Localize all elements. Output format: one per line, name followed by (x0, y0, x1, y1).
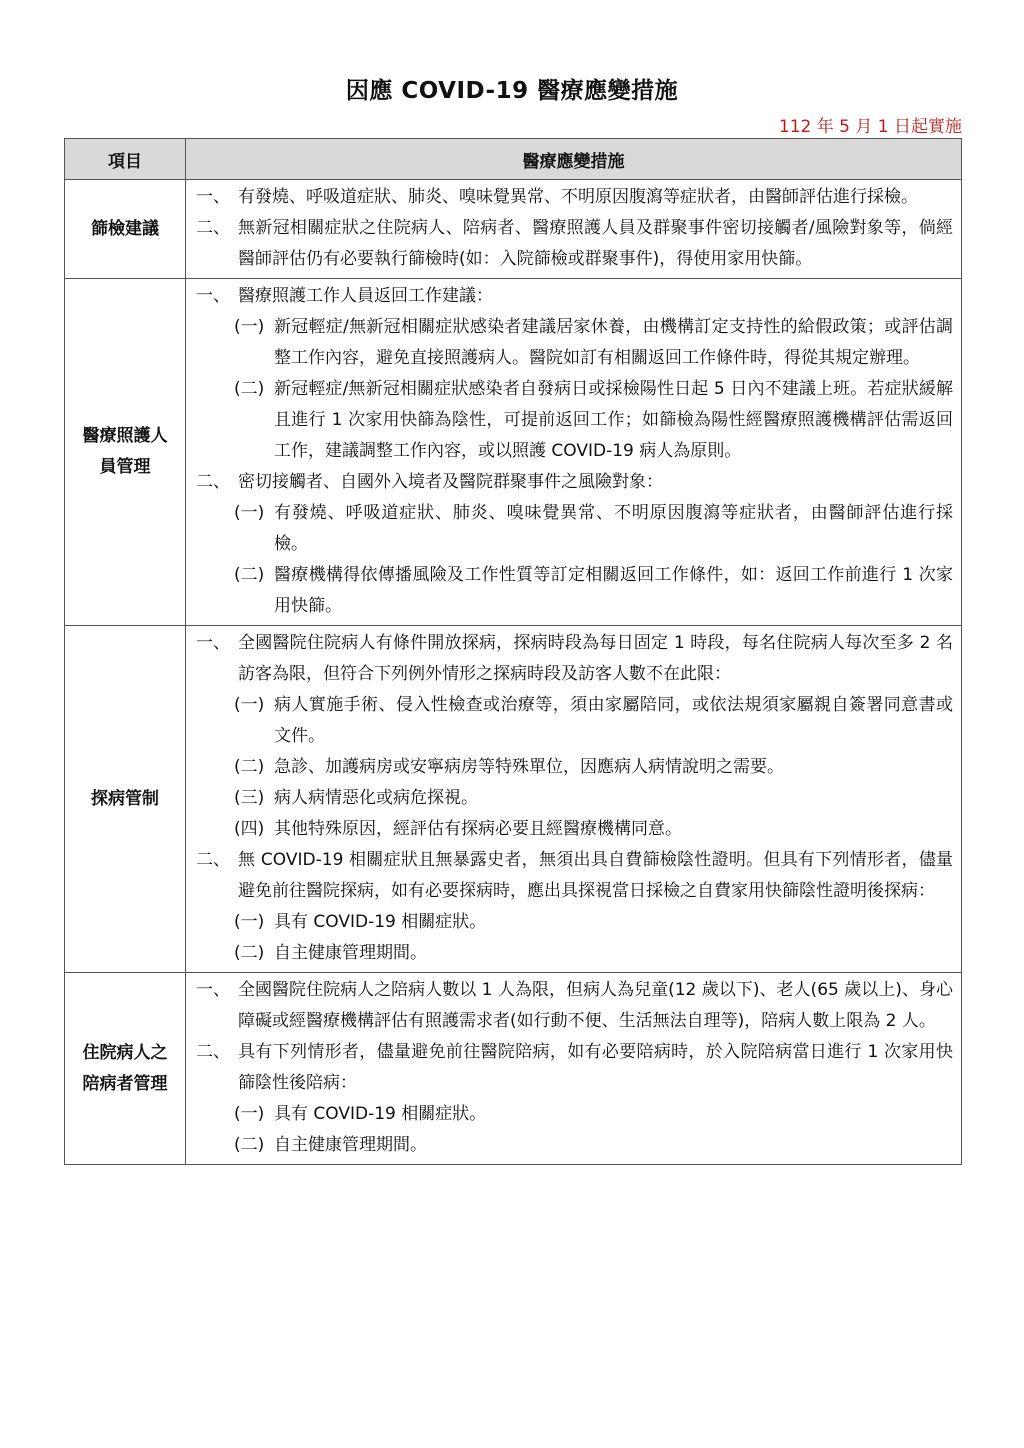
measure-cell (186, 180, 962, 279)
sub-number: (四) (234, 819, 265, 839)
sub-text: 醫療機構得依傳播風險及工作性質等訂定相關返回工作條件，如：返回工作前進行 1 次家用快篩。 (274, 565, 953, 616)
paragraph-number: 二、 (196, 218, 230, 238)
sub-text: 病人實施手術、侵入性檢查或治療等，須由家屬陪同，或依法規須家屬親自簽署同意書或文件。 (274, 695, 953, 746)
sub-number: (一) (234, 912, 265, 932)
sub-paragraph (196, 752, 953, 783)
paragraph-text: 有發燒、呼吸道症狀、肺炎、嗅味覺異常、不明原因腹瀉等症狀者，由醫師評估進行採檢。 (238, 187, 918, 207)
sub-paragraph (196, 814, 953, 845)
effective-date: 112 年 5 月 1 日起實施 (778, 117, 962, 137)
table-row (65, 973, 962, 1165)
sub-paragraph (196, 690, 953, 752)
paragraph (196, 213, 953, 275)
sub-number: (二) (234, 1135, 265, 1155)
sub-text: 自主健康管理期間。 (274, 1135, 427, 1155)
paragraph-number: 二、 (196, 850, 230, 870)
sub-number: (一) (234, 317, 265, 337)
paragraph-number: 一、 (196, 286, 230, 306)
measure-cell (186, 626, 962, 973)
sub-paragraph (196, 498, 953, 560)
sub-number: (一) (234, 503, 265, 523)
measures-table (64, 138, 962, 1165)
paragraph-number: 一、 (196, 187, 230, 207)
sub-paragraph (196, 1130, 953, 1161)
sub-number: (二) (234, 943, 265, 963)
paragraph-number: 一、 (196, 980, 230, 1000)
paragraph-number: 一、 (196, 633, 230, 653)
paragraph (196, 975, 953, 1037)
table-row (65, 180, 962, 279)
sub-paragraph (196, 938, 953, 969)
item-cell: 篩檢建議 (65, 180, 186, 279)
item-cell: 探病管制 (65, 626, 186, 973)
sub-number: (三) (234, 788, 265, 808)
paragraph-number: 二、 (196, 472, 230, 492)
table-row (65, 626, 962, 973)
table-header-row (65, 139, 962, 180)
sub-text: 新冠輕症/無新冠相關症狀感染者建議居家休養，由機構訂定支持性的給假政策；或評估調整工作內容，避免直接照護病人。醫院如訂有相關返回工作條件時，得從其規定辦理。 (274, 317, 953, 368)
paragraph (196, 845, 953, 907)
paragraph-number: 二、 (196, 1042, 230, 1062)
sub-text: 具有 COVID-19 相關症狀。 (274, 1104, 487, 1124)
paragraph-text: 無新冠相關症狀之住院病人、陪病者、醫療照護人員及群聚事件密切接觸者/風險對象等，倘經醫師評估仍有必要執行篩檢時(如：入院篩檢或群聚事件)，得使用家用快篩。 (238, 218, 953, 269)
paragraph-text: 密切接觸者、自國外入境者及醫院群聚事件之風險對象： (238, 472, 663, 492)
measure-cell (186, 279, 962, 626)
sub-paragraph (196, 374, 953, 467)
item-label: 醫療照護人員管理 (82, 426, 168, 477)
paragraph-text: 全國醫院住院病人之陪病人數以 1 人為限，但病人為兒童(12 歲以下)、老人(65 歲以上)、身心障礙或經醫療機構評估有照護需求者(如行動不便、生活無法自理等)，陪病人數上限為 2 人。 (238, 980, 953, 1031)
sub-paragraph (196, 560, 953, 622)
sub-text: 其他特殊原因，經評估有探病必要且經醫療機構同意。 (274, 819, 682, 839)
sub-number: (二) (234, 757, 265, 777)
paragraph (196, 1037, 953, 1099)
paragraph (196, 628, 953, 690)
paragraph-text: 全國醫院住院病人有條件開放探病，探病時段為每日固定 1 時段，每名住院病人每次至多 2 名訪客為限，但符合下列例外情形之探病時段及訪客人數不在此限： (238, 633, 953, 684)
sub-paragraph (196, 907, 953, 938)
item-cell (65, 973, 186, 1165)
sub-text: 具有 COVID-19 相關症狀。 (274, 912, 487, 932)
paragraph (196, 182, 953, 213)
page-title: 因應 COVID-19 醫療應變措施 (345, 78, 679, 104)
paragraph-text: 具有下列情形者，儘量避免前往醫院陪病，如有必要陪病時，於入院陪病當日進行 1 次家用快篩陰性後陪病： (238, 1042, 953, 1093)
sub-text: 急診、加護病房或安寧病房等特殊單位，因應病人病情說明之需要。 (274, 757, 784, 777)
measure-cell (186, 973, 962, 1165)
sub-text: 自主健康管理期間。 (274, 943, 427, 963)
header-measures: 醫療應變措施 (186, 139, 962, 180)
paragraph-text: 醫療照護工作人員返回工作建議： (238, 286, 493, 306)
sub-number: (二) (234, 379, 265, 399)
sub-paragraph (196, 783, 953, 814)
item-cell (65, 279, 186, 626)
header-item: 項目 (65, 139, 186, 180)
table-row (65, 279, 962, 626)
paragraph-text: 無 COVID-19 相關症狀且無暴露史者，無須出具自費篩檢陰性證明。但具有下列情形者，儘量避免前往醫院探病，如有必要探病時，應出具探視當日採檢之自費家用快篩陰性證明後探病： (238, 850, 953, 901)
sub-number: (一) (234, 1104, 265, 1124)
sub-paragraph (196, 1099, 953, 1130)
sub-text: 有發燒、呼吸道症狀、肺炎、嗅味覺異常、不明原因腹瀉等症狀者，由醫師評估進行採檢。 (274, 503, 953, 554)
paragraph (196, 467, 953, 498)
item-label: 住院病人之陪病者管理 (82, 1042, 168, 1094)
sub-number: (二) (234, 565, 265, 585)
sub-number: (一) (234, 695, 265, 715)
paragraph (196, 281, 953, 312)
sub-paragraph (196, 312, 953, 374)
sub-text: 病人病情惡化或病危探視。 (274, 788, 478, 808)
sub-text: 新冠輕症/無新冠相關症狀感染者自發病日或採檢陽性日起 5 日內不建議上班。若症狀緩解且進行 1 次家用快篩為陰性，可提前返回工作；如篩檢為陽性經醫療照護機構評估需返回工作，建議調整工作內容，或以照護 COVID-19 病人為原則。 (274, 379, 953, 461)
